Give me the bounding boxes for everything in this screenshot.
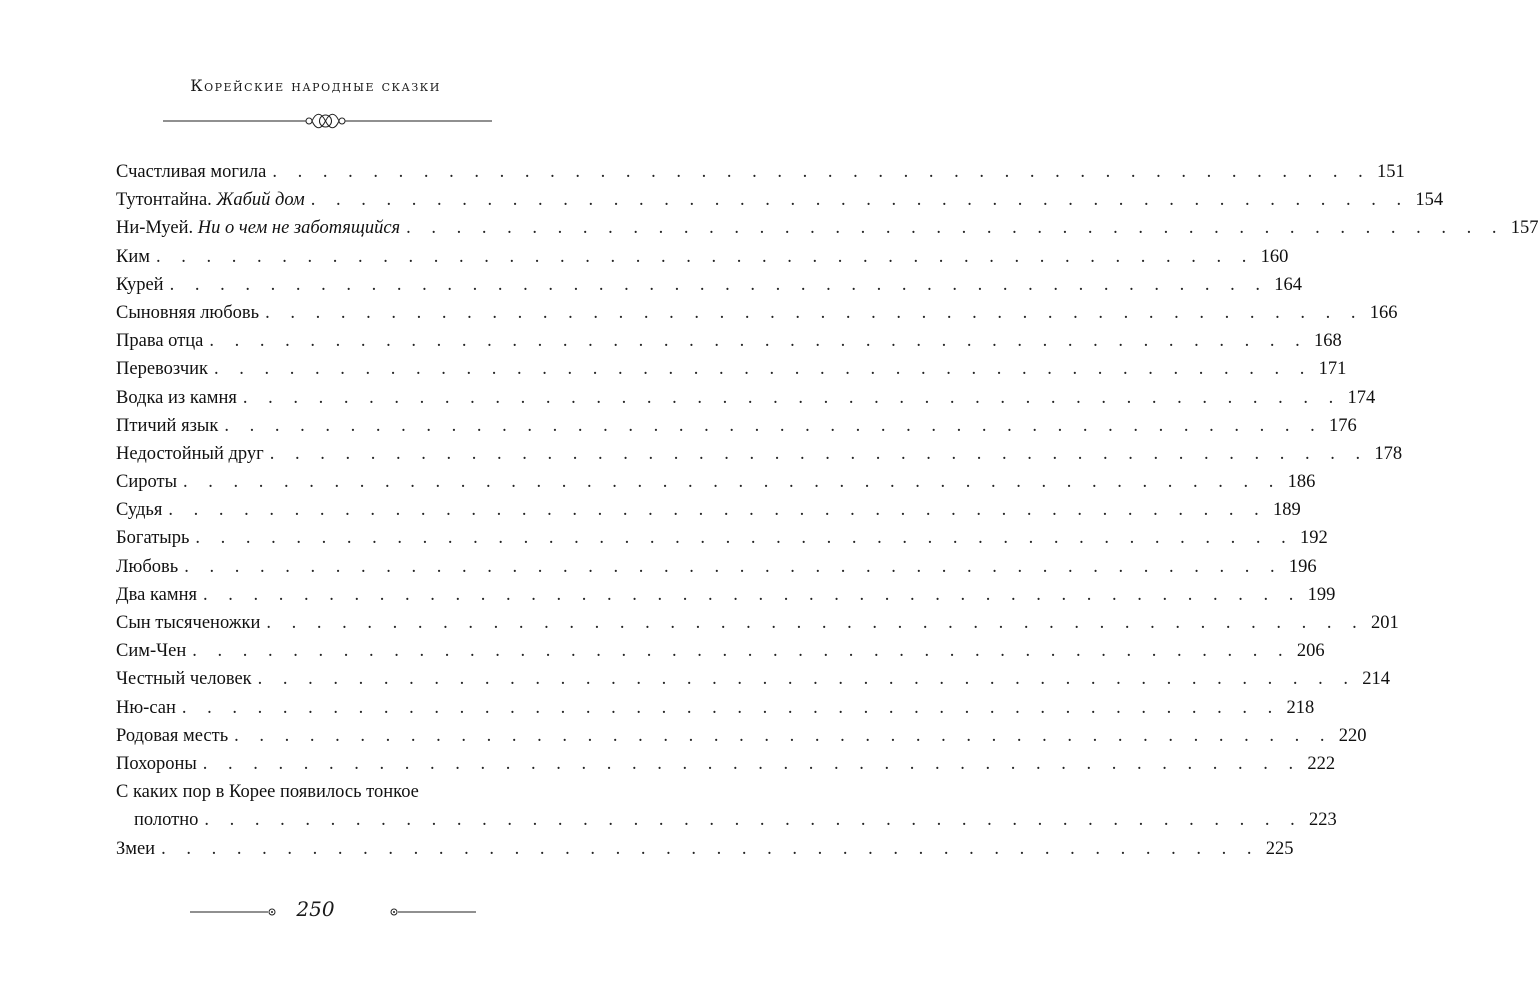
toc-entry-title-main: Сыновняя любовь — [116, 302, 260, 323]
toc-entry-line — [116, 355, 1347, 383]
dot-leader: . . . . . . . . . . . . . . . . . . . . . . . . . . . . . . . . . . . . . . . . . . . . — [192, 641, 1291, 662]
toc-entry-title-main: Курей — [116, 274, 164, 295]
dot-leader: . . . . . . . . . . . . . . . . . . . . . . . . . . . . . . . . . . . . . . . . . . . . — [184, 556, 1283, 577]
toc-entry-title — [116, 665, 258, 693]
toc-entry-line — [116, 299, 1398, 327]
dot-leader: . . . . . . . . . . . . . . . . . . . . . . . . . . . . . . . . . . . . . . . . . . . . — [161, 838, 1260, 859]
header-ornament — [0, 109, 631, 133]
toc-entry-page: 154 — [1415, 190, 1444, 211]
toc-entry — [116, 609, 1399, 637]
toc-entry-page: 157 — [1510, 218, 1539, 239]
dot-leader: . . . . . . . . . . . . . . . . . . . . . . . . . . . . . . . . . . . . . . . . . . . . — [155, 246, 1255, 267]
toc-entry-title-main: Похороны — [116, 753, 197, 774]
toc-entry-page: 189 — [1272, 500, 1301, 521]
toc-entry-title — [116, 440, 270, 468]
toc-entry-page: 214 — [1362, 669, 1391, 690]
toc-entry-title — [134, 806, 204, 834]
toc-entry-title — [116, 524, 195, 552]
toc-entry-line — [116, 186, 1444, 214]
toc-entry-title — [116, 468, 183, 496]
toc-entry-title-main: Честный человек — [116, 669, 252, 690]
toc-entry-page: 171 — [1318, 359, 1347, 380]
toc-entry-line — [116, 750, 1336, 778]
toc-entry-title-main: полотно — [134, 810, 199, 831]
toc-entry-line — [116, 214, 1539, 242]
toc-entry — [116, 214, 1539, 242]
toc-entry-line — [116, 412, 1357, 440]
dot-leader: . . . . . . . . . . . . . . . . . . . . . . . . . . . . . . . . . . . . . . . . . . . . — [204, 810, 1303, 831]
toc-entry-subtitle: Ни о чем не заботящийся — [197, 218, 401, 239]
toc-entry-title — [116, 327, 209, 355]
toc-entry-line — [116, 440, 1403, 468]
toc-entry-line — [116, 637, 1325, 665]
toc-entry-title-main: Сироты — [116, 472, 178, 493]
toc-entry-title-main: Сим-Чен — [116, 641, 187, 662]
toc-entry-title-main: Родовая месть — [116, 725, 229, 746]
toc-entry-title — [116, 355, 214, 383]
toc-entry — [116, 496, 1301, 524]
toc-entry-line — [116, 158, 1405, 186]
page-number: 250 — [296, 897, 335, 921]
toc-entry-title — [116, 637, 192, 665]
toc-entry-line — [116, 835, 1294, 863]
running-header: Корейские народные сказки — [190, 76, 441, 95]
toc-entry-line — [116, 384, 1376, 412]
toc-entry-title — [116, 835, 161, 863]
dot-leader: . . . . . . . . . . . . . . . . . . . . . . . . . . . . . . . . . . . . . . . . . . . . — [269, 443, 1369, 464]
toc-entry-title-main: Богатырь — [116, 528, 190, 549]
dot-leader: . . . . . . . . . . . . . . . . . . . . . . . . . . . . . . . . . . . . . . . . . . . . — [209, 331, 1308, 352]
dot-leader: . . . . . . . . . . . . . . . . . . . . . . . . . . . . . . . . . . . . . . . . . . . . — [406, 218, 1505, 239]
toc-entry-title-main: Два камня — [116, 584, 197, 605]
toc-entry-page: 178 — [1374, 443, 1403, 464]
toc-entry-title-main: Ким — [116, 246, 150, 267]
toc-entry-line — [116, 581, 1336, 609]
toc-entry-line — [116, 524, 1328, 552]
dot-leader: . . . . . . . . . . . . . . . . . . . . . . . . . . . . . . . . . . . . . . . . . . . . — [242, 387, 1342, 408]
toc-entry-line — [116, 694, 1315, 722]
toc-entry-title — [116, 496, 168, 524]
toc-entry-page: 186 — [1287, 472, 1316, 493]
toc-entry-title — [116, 778, 425, 806]
toc-entry-title — [116, 581, 203, 609]
toc-entry-page: 151 — [1376, 162, 1405, 182]
dot-leader: . . . . . . . . . . . . . . . . . . . . . . . . . . . . . . . . . . . . . . . . . . . . — [310, 190, 1410, 211]
toc-entry-title — [116, 694, 182, 722]
toc-entry-title-main: Права отца — [116, 331, 204, 352]
toc-entry-title-main: С каких пор в Корее появилось тонкое — [116, 782, 419, 803]
toc-entry — [116, 665, 1391, 693]
toc-entry-title-main: Змеи — [116, 838, 156, 859]
toc-entry-page: 168 — [1313, 331, 1342, 352]
toc-entry-line — [116, 778, 540, 806]
toc-entry-title-main: Судья — [116, 500, 163, 521]
toc-entry-page: 176 — [1328, 415, 1357, 436]
toc-entry — [116, 524, 1328, 552]
toc-entry-page: 166 — [1369, 302, 1398, 323]
toc-entry-line — [116, 327, 1342, 355]
toc-entry — [116, 299, 1398, 327]
dot-leader: . . . . . . . . . . . . . . . . . . . . . . . . . . . . . . . . . . . . . . . . . . . . — [214, 359, 1313, 380]
toc-entry-line — [116, 496, 1301, 524]
toc-entry — [116, 384, 1376, 412]
dot-leader: . . . . . . . . . . . . . . . . . . . . . . . . . . . . . . . . . . . . . . . . . . . . — [169, 274, 1268, 295]
toc-entry-line — [116, 271, 1302, 299]
toc-entry-title — [116, 384, 243, 412]
toc-entry-title-main: Перевозчик — [116, 359, 209, 380]
toc-entry-title-main: Птичий язык — [116, 415, 219, 436]
toc-entry — [116, 778, 1337, 834]
toc-entry-page: 218 — [1286, 697, 1315, 718]
toc-entry — [116, 271, 1302, 299]
toc-entry-title-main: Сын тысяченожки — [116, 613, 261, 633]
toc-entry-line — [116, 665, 1391, 693]
toc-entry-page: 225 — [1265, 838, 1294, 859]
toc-entry-title — [116, 750, 203, 778]
toc-entry-page: 160 — [1260, 246, 1289, 267]
toc-entry-line — [116, 243, 1289, 271]
dot-leader: . . . . . . . . . . . . . . . . . . . . . . . . . . . . . . . . . . . . . . . . . . . . — [272, 162, 1371, 182]
toc-entry-title — [116, 214, 406, 242]
toc-entry-page: 201 — [1371, 613, 1399, 633]
dot-leader: . . . . . . . . . . . . . . . . . . . . . . . . . . . . . . . . . . . . . . . . . . . . — [266, 613, 1365, 633]
toc-entry — [116, 412, 1357, 440]
toc-entry — [116, 355, 1347, 383]
toc-entry — [116, 835, 1294, 863]
toc-entry — [116, 468, 1316, 496]
toc-entry-title — [116, 609, 266, 637]
dot-leader: . . . . . . . . . . . . . . . . . . . . . . . . . . . . . . . . . . . . . . . . . . . . — [195, 528, 1294, 549]
toc-entry-line — [116, 553, 1317, 581]
toc-entry-title-main: Счастливая могила — [116, 162, 267, 182]
toc-entry-page: 196 — [1288, 556, 1317, 577]
toc-entry-title-main: Недостойный друг — [116, 443, 264, 464]
toc-entry-line — [116, 609, 1399, 637]
toc-entry-title — [116, 158, 272, 186]
toc-entry — [116, 553, 1317, 581]
footer-ornament-right — [376, 906, 476, 918]
dot-leader: . . . . . . . . . . . . . . . . . . . . . . . . . . . . . . . . . . . . . . . . . . . . — [224, 415, 1323, 436]
toc-entry — [116, 750, 1336, 778]
toc-entry-line — [116, 722, 1367, 750]
toc-entry-line — [116, 468, 1316, 496]
toc-entry-title-main: Ню-сан — [116, 697, 176, 718]
toc-entry-page: 199 — [1307, 584, 1336, 605]
dot-leader: . . . . . . . . . . . . . . . . . . . . . . . . . . . . . . . . . . . . . . . . . . . . — [202, 753, 1302, 774]
dot-leader: . . . . . . . . . . . . . . . . . . . . . . . . . . . . . . . . . . . . . . . . . . . . — [265, 302, 1364, 323]
toc-entry-page: 164 — [1274, 274, 1302, 295]
toc-entry-title — [116, 299, 265, 327]
dot-leader: . . . . . . . . . . . . . . . . . . . . . . . . . . . . . . . . . . . . . . . . . . . . — [183, 472, 1282, 493]
toc-entry-page: 174 — [1347, 387, 1376, 408]
dot-leader: . . . . . . . . . . . . . . . . . . . . . . . . . . . . . . . . . . . . . . . . . . . . — [168, 500, 1267, 521]
toc-entry-title — [116, 412, 224, 440]
toc-entry-page: 192 — [1300, 528, 1328, 549]
toc-entry — [116, 581, 1336, 609]
toc-entry-title-main: Любовь — [116, 556, 179, 577]
toc-entry-page: 223 — [1309, 810, 1337, 831]
toc-entry-title-main: Водка из камня — [116, 387, 237, 408]
toc-entry — [116, 186, 1444, 214]
toc-entry-page: 220 — [1338, 725, 1367, 746]
toc-entry — [116, 158, 1405, 186]
toc-entry — [116, 440, 1403, 468]
toc-entry-title — [116, 186, 311, 214]
toc-entry-title — [116, 553, 184, 581]
dot-leader: . . . . . . . . . . . . . . . . . . . . . . . . . . . . . . . . . . . . . . . . . . . . — [181, 697, 1281, 718]
toc-entry-title-main: Тутонтайна. — [116, 190, 212, 211]
toc-entry-subtitle: Жабий дом — [216, 190, 305, 211]
toc-entry-page: 206 — [1296, 641, 1325, 662]
toc-entry-title-main: Ни-Муей. — [116, 218, 194, 239]
toc-entry-continuation — [116, 806, 1337, 834]
table-of-contents — [116, 158, 1539, 863]
dot-leader: . . . . . . . . . . . . . . . . . . . . . . . . . . . . . . . . . . . . . . . . . . . . — [257, 669, 1357, 690]
toc-entry — [116, 694, 1315, 722]
toc-entry — [116, 722, 1367, 750]
dot-leader: . . . . . . . . . . . . . . . . . . . . . . . . . . . . . . . . . . . . . . . . . . . . — [202, 584, 1302, 605]
toc-entry-title — [116, 243, 156, 271]
toc-entry-title — [116, 722, 234, 750]
toc-entry-page: 222 — [1307, 753, 1336, 774]
toc-entry — [116, 637, 1325, 665]
toc-entry — [116, 243, 1289, 271]
toc-entry — [116, 327, 1342, 355]
dot-leader: . . . . . . . . . . . . . . . . . . . . . . . . . . . . . . . . . . . . . . . . . . . . — [234, 725, 1333, 746]
toc-entry-title — [116, 271, 170, 299]
